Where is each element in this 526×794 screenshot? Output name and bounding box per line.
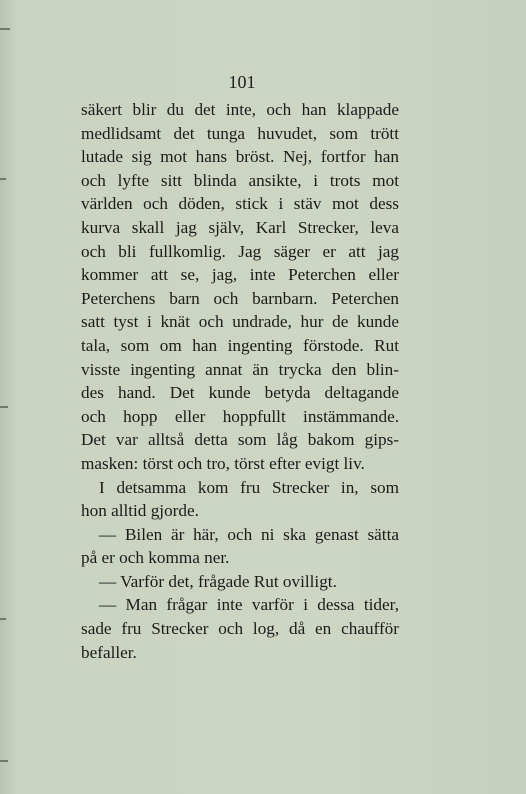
text-line: kurva skall jag själv, Karl Strecker, leva — [81, 217, 399, 237]
text-line: säkert blir du det inte, och han klappade — [81, 100, 399, 119]
text-line: världen och döden, stick i stäv mot dess — [81, 194, 399, 214]
text-line: masken: törst och tro, törst efter evigt liv. — [81, 453, 365, 473]
text-line: medlidsamt det tunga huvudet, som trött — [81, 123, 399, 143]
text-line: och lyfte sitt blinda ansikte, i trots mot — [81, 170, 399, 190]
text-line: Det var alltså detta som låg bakom gips- — [81, 430, 399, 450]
text-line: satt tyst i knät och undrade, hur de kunde — [81, 312, 399, 332]
text-line: befaller. — [81, 642, 137, 662]
text-line: — Bilen är här, och ni ska genast sätta — [99, 524, 399, 544]
text-line: tala, som om han ingenting förstode. Rut — [81, 335, 399, 355]
page-edge-mark — [0, 760, 8, 762]
text-line: des hand. Det kunde betyda deltagande — [81, 383, 399, 403]
text-line: och hopp eller hoppfullt instämmande. — [81, 406, 399, 426]
page-edge-mark — [0, 406, 8, 408]
text-line: Peterchens barn och barnbarn. Peterchen — [81, 288, 399, 308]
text-line: och bli fullkomlig. Jag säger er att jag — [81, 241, 399, 261]
text-line: sade fru Strecker och log, då en chaufför — [81, 619, 399, 639]
text-line: hon alltid gjorde. — [81, 501, 199, 521]
text-line: — Man frågar inte varför i dessa tider, — [99, 595, 399, 615]
text-line: I detsamma kom fru Strecker in, som — [99, 477, 399, 497]
page-edge-mark — [0, 28, 10, 30]
text-line: kommer att se, jag, inte Peterchen eller — [81, 265, 399, 285]
text-line: — Varför det, frågade Rut ovilligt. — [99, 571, 337, 591]
page-edge-mark — [0, 178, 6, 180]
text-line: visste ingenting annat än trycka den blin- — [81, 359, 399, 379]
page-number: 101 — [228, 72, 256, 92]
text-line: på er och komma ner. — [81, 548, 230, 568]
page-edge-mark — [0, 618, 6, 620]
text-line: lutade sig mot hans bröst. Nej, fortfor han — [81, 147, 399, 167]
body-text — [81, 98, 399, 664]
